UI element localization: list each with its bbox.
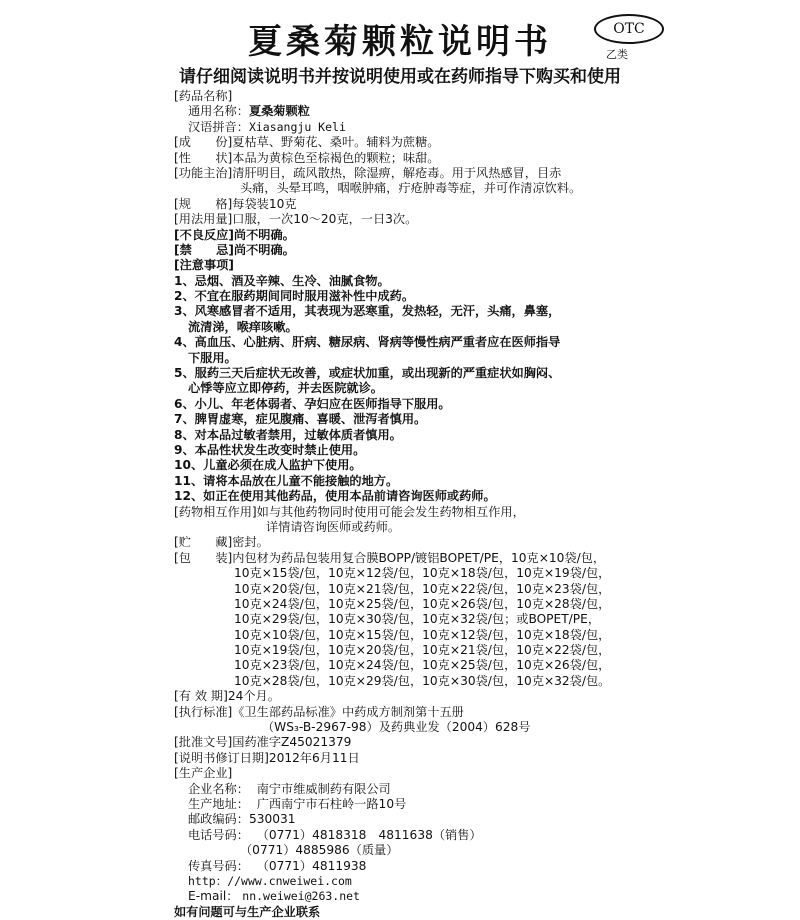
precaution-item: 4、高血压、心脏病、肝病、糖尿病、肾病等慢性病严重者应在医师指导 (174, 335, 561, 350)
adverse-label: [不良反应] (174, 227, 234, 242)
validity-row (174, 689, 634, 704)
company-name-label: 企业名称： (188, 781, 249, 796)
website-link[interactable]: http：//www.cnweiwei.com (188, 873, 352, 888)
approval-value: 国药准字Z45021379 (232, 735, 352, 750)
leaflet-body (174, 89, 634, 920)
package-line: 10克×29袋/包，10克×30袋/包，10克×32袋/包；或BOPET/PE， (234, 612, 601, 627)
spec-label: [规 格] (174, 196, 233, 211)
package-row (174, 551, 634, 566)
appearance-value: 本品为黄棕色至棕褐色的颗粒；味甜。 (232, 150, 440, 165)
package-label: [包 装] (174, 550, 233, 565)
fax-row (174, 859, 634, 874)
validity-label: [有 效 期] (174, 689, 228, 704)
fax-label: 传真号码： (188, 858, 249, 873)
composition-row (174, 135, 634, 150)
postcode-label: 邮政编码： (188, 812, 249, 827)
phone-value-2: （0771）4885986（质量） (240, 843, 399, 858)
storage-value: 密封。 (232, 535, 269, 550)
composition-label: [成 份] (174, 135, 233, 150)
address-label: 生产地址： (188, 796, 249, 811)
precaution-item: 2、不宜在服药期间同时服用滋补性中成药。 (174, 289, 415, 304)
interactions-line-1: 如与其他药物同时使用可能会发生药物相互作用， (256, 504, 525, 519)
standard-row (174, 705, 634, 720)
otc-badge: OTC (594, 14, 664, 44)
package-line: 10克×10袋/包，10克×15袋/包，10克×12袋/包，10克×18袋/包， (234, 627, 611, 642)
manufacturer-heading: [生产企业] (174, 766, 233, 781)
contra-value: 尚不明确。 (233, 242, 295, 257)
common-name-label: 通用名称： (188, 104, 249, 119)
pinyin-label: 汉语拼音： (188, 119, 249, 134)
fax-value: （0771）4811938 (256, 858, 367, 873)
contra-row (174, 243, 634, 258)
phone-label: 电话号码： (188, 827, 249, 842)
contra-label: [禁 忌] (174, 242, 234, 257)
precaution-item-continued: 心悸等应立即停药，并去医院就诊。 (188, 381, 383, 396)
drug-name-heading: [药品名称] (174, 89, 233, 103)
pinyin-value: Xiasangju Keli (248, 119, 346, 134)
dosage-row (174, 212, 634, 227)
postcode-row (174, 812, 634, 827)
indications-line-1: 清肝明目，疏风散热，除湿痹，解疮毒。用于风热感冒，目赤 (232, 165, 562, 180)
adverse-value: 尚不明确。 (233, 227, 295, 242)
package-line: 10克×24袋/包，10克×25袋/包，10克×26袋/包，10克×28袋/包， (234, 596, 611, 611)
precautions-heading: [注意事项] (174, 258, 234, 273)
postcode-value: 530031 (248, 812, 296, 827)
precaution-item: 6、小儿、年老体弱者、孕妇应在医师指导下服用。 (174, 396, 451, 411)
email-label: E-mail： (188, 889, 239, 904)
approval-label: [批准文号] (174, 735, 233, 750)
revision-label: [说明书修订日期] (174, 750, 269, 765)
standard-label: [执行标准] (174, 704, 233, 719)
appearance-row (174, 151, 634, 166)
interactions-line-2: 详情请咨询医师或药师。 (266, 519, 401, 534)
precaution-item: 5、服药三天后症状无改善，或症状加重，或出现新的严重症状如胸闷、 (174, 366, 561, 381)
document-subtitle: 请仔细阅读说明书并按说明使用或在药师指导下购买和使用 (179, 67, 621, 87)
appearance-label: [性 状] (174, 150, 233, 165)
email-link[interactable]: nn.weiwei@263.net (242, 889, 360, 904)
composition-value: 夏枯草、野菊花、桑叶。辅料为蔗糖。 (232, 135, 440, 150)
footer-note: 如有问题可与生产企业联系 (174, 904, 321, 919)
precaution-item: 11、请将本品放在儿童不能接触的地方。 (174, 473, 399, 488)
precaution-item: 8、对本品过敏者禁用，过敏体质者慎用。 (174, 427, 402, 442)
revision-value: 2012年6月11日 (268, 750, 360, 765)
adverse-row (174, 228, 634, 243)
precaution-item: 7、脾胃虚寒，症见腹痛、喜暖、泄泻者慎用。 (174, 412, 427, 427)
document-title: 夏桑菊颗粒说明书 (248, 22, 552, 62)
standard-line-1: 《卫生部药品标准》中药成方制剂第十五册 (232, 704, 464, 719)
precaution-item-continued: 流清涕，喉痒咳嗽。 (188, 319, 298, 334)
precaution-item: 10、儿童必须在成人监护下使用。 (174, 458, 362, 473)
dosage-label: [用法用量] (174, 212, 233, 227)
common-name-row (174, 104, 634, 119)
package-line: 10克×19袋/包，10克×20袋/包，10克×21袋/包，10克×22袋/包， (234, 643, 611, 658)
phone-row (174, 828, 634, 843)
indications-line-2: 头痛，头晕耳鸣，咽喉肿痛，疔疮肿毒等症，并可作清凉饮料。 (240, 181, 582, 196)
spec-row (174, 197, 634, 212)
validity-value: 24个月。 (227, 689, 280, 704)
pinyin-row (174, 120, 634, 135)
email-row (174, 889, 634, 904)
precaution-item: 12、如正在使用其他药品，使用本品前请咨询医师或药师。 (174, 489, 496, 504)
interactions-row (174, 505, 634, 520)
storage-label: [贮 藏] (174, 535, 233, 550)
package-line: 10克×20袋/包，10克×21袋/包，10克×22袋/包，10克×23袋/包， (234, 581, 611, 596)
dosage-value: 口服，一次10～20克，一日3次。 (232, 212, 418, 227)
phone-value-1: （0771）4818318 4811638（销售） (256, 827, 482, 842)
address-value: 广西南宁市石柱岭一路10号 (256, 796, 407, 811)
precaution-item: 3、风寒感冒者不适用，其表现为恶寒重，发热轻，无汗，头痛，鼻塞， (174, 304, 561, 319)
spec-value: 每袋装10克 (232, 196, 297, 211)
otc-class-label: 乙类 (606, 48, 628, 61)
precaution-item: 9、本品性状发生改变时禁止使用。 (174, 442, 366, 457)
storage-row (174, 535, 634, 550)
precaution-item: 1、忌烟、酒及辛辣、生冷、油腻食物。 (174, 273, 390, 288)
company-name-value: 南宁市维威制药有限公司 (256, 781, 391, 796)
package-line: 10克×28袋/包，10克×29袋/包，10克×30袋/包，10克×32袋/包。 (234, 673, 611, 688)
package-line: 10克×15袋/包，10克×12袋/包，10克×18袋/包，10克×19袋/包， (234, 566, 611, 581)
indications-row (174, 166, 634, 181)
company-name-row (174, 782, 634, 797)
common-name-value: 夏桑菊颗粒 (248, 104, 310, 119)
revision-row (174, 751, 634, 766)
address-row (174, 797, 634, 812)
package-line: 10克×23袋/包，10克×24袋/包，10克×25袋/包，10克×26袋/包， (234, 658, 611, 673)
interactions-label: [药物相互作用] (174, 504, 257, 519)
approval-row (174, 735, 634, 750)
package-line: 内包材为药品包装用复合膜BOPP/镀铝BOPET/PE，10克×10袋/包， (232, 550, 606, 565)
standard-line-2: （WS₃-B-2967-98）及药典业发（2004）628号 (262, 720, 531, 735)
indications-label: [功能主治] (174, 165, 233, 180)
precaution-item-continued: 下服用。 (188, 350, 237, 365)
